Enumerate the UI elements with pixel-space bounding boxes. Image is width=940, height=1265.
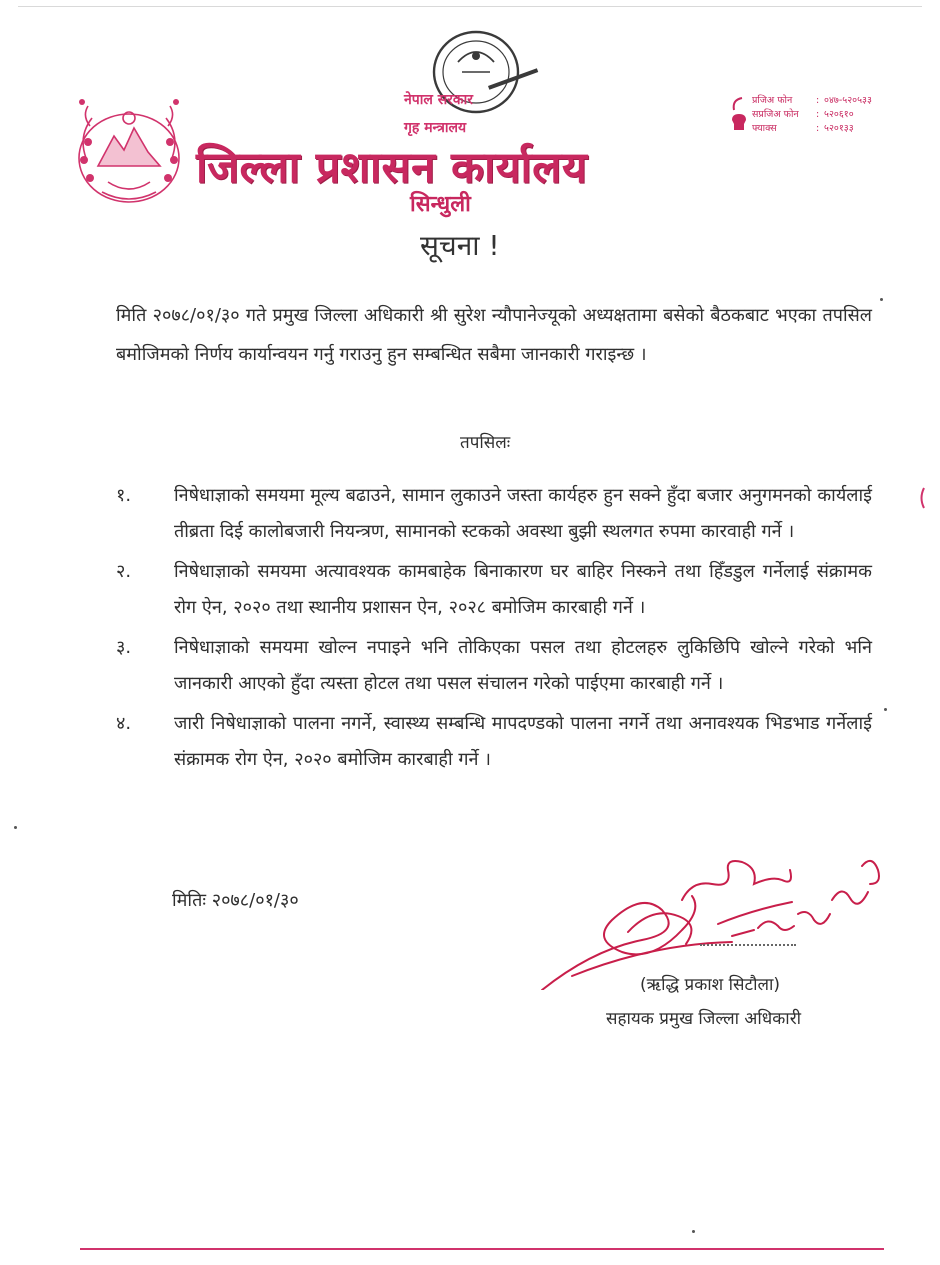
signer-name: (ऋद्धि प्रकाश सिटौला): [640, 975, 781, 995]
notice-title: सूचना !: [420, 229, 500, 262]
district-name: सिन्धुली: [410, 192, 471, 217]
scan-speck: [14, 826, 17, 829]
telephone-icon: [728, 96, 750, 136]
list-item-number: ४.: [116, 713, 132, 734]
signature-line: [700, 944, 796, 946]
ministry-line-home-ministry: गृह मन्त्रालय: [404, 120, 467, 136]
contact-value: ०४७-५२०५३३: [824, 95, 872, 106]
contact-row-acdo-phone: सप्रजिअ फोन : ५२०६१०: [752, 109, 854, 120]
list-item-text: निषेधाज्ञाको समयमा अत्यावश्यक कामबाहेक बिनाकारण घर बाहिर निस्कने तथा हिँडडुल गर्नेलाई संक्रामक रोग ऐन, २०२० तथा स्थानीय प्रशासन ऐन, २०२८ बमोजिम कारबाही गर्ने ।: [174, 561, 872, 618]
list-item: [116, 554, 872, 626]
office-title: जिल्ला प्रशासन कार्यालय: [196, 143, 588, 193]
contact-label: प्रजिअ फोन: [752, 95, 793, 106]
list-item-text: निषेधाज्ञाको समयमा खोल्न नपाइने भनि तोकिएका पसल तथा होटलहरु लुकिछिपि खोल्ने गरेको भनि जानकारी आएको हुँदा त्यस्ता होटल तथा पसल संचालन गरेको पाईएमा कारबाही गर्ने ।: [174, 637, 872, 694]
list-item-number: १.: [116, 485, 132, 506]
contact-block: [752, 94, 872, 136]
list-item-number: ३.: [116, 637, 132, 658]
handwritten-signature-icon: [532, 840, 892, 990]
list-item-text: निषेधाज्ञाको समयमा मूल्य बढाउने, सामान लुकाउने जस्ता कार्यहरु हुन सक्ने हुँदा बजार अनुगमनको कार्यलाई तीब्रता दिई कालोबजारी नियन्त्रण, सामानको स्टकको अवस्था बुझी स्थलगत रुपमा कारवाही गर्ने ।: [174, 485, 872, 542]
contact-label: सप्रजिअ फोन: [752, 109, 799, 120]
contact-value: ५२०१३३: [824, 123, 854, 134]
top-border-line: [18, 6, 922, 7]
list-item: [116, 630, 872, 702]
list-item: [116, 478, 872, 550]
document-date: मितिः २०७८/०१/३०: [172, 890, 299, 911]
list-item: [116, 706, 872, 778]
scan-speck: [884, 708, 887, 711]
scan-edge-mark-icon: [918, 486, 926, 510]
scan-speck: [880, 298, 883, 301]
contact-row-fax: फ्याक्स : ५२०१३३: [752, 123, 854, 134]
schedule-heading: तपसिलः: [460, 433, 511, 453]
list-item-number: २.: [116, 561, 132, 582]
bottom-border-line: [80, 1248, 884, 1250]
decision-list: [116, 478, 872, 782]
signer-title: सहायक प्रमुख जिल्ला अधिकारी: [606, 1009, 802, 1029]
contact-row-cdo-phone: प्रजिअ फोन : ०४७-५२०५३३: [752, 95, 872, 106]
nepal-emblem-icon: [68, 96, 190, 212]
ministry-line-government: नेपाल सरकार: [404, 92, 474, 108]
scan-speck: [692, 1230, 695, 1233]
contact-label: फ्याक्स: [752, 123, 777, 134]
contact-value: ५२०६१०: [824, 109, 854, 120]
list-item-text: जारी निषेधाज्ञाको पालना नगर्ने, स्वास्थ्य सम्बन्धि मापदण्डको पालना नगर्ने तथा अनावश्यक भिडभाड गर्नेलाई संक्रामक रोग ऐन, २०२० बमोजिम कारबाही गर्ने ।: [174, 713, 872, 770]
notice-intro-paragraph: मिति २०७८/०१/३० गते प्रमुख जिल्ला अधिकारी श्री सुरेश न्यौपानेज्यूको अध्यक्षतामा बसेको बैठकबाट भएका तपसिल बमोजिमको निर्णय कार्यान्वयन गर्नु गराउनु हुन सम्बन्धित सबैमा जानकारी गराइन्छ ।: [116, 305, 872, 365]
